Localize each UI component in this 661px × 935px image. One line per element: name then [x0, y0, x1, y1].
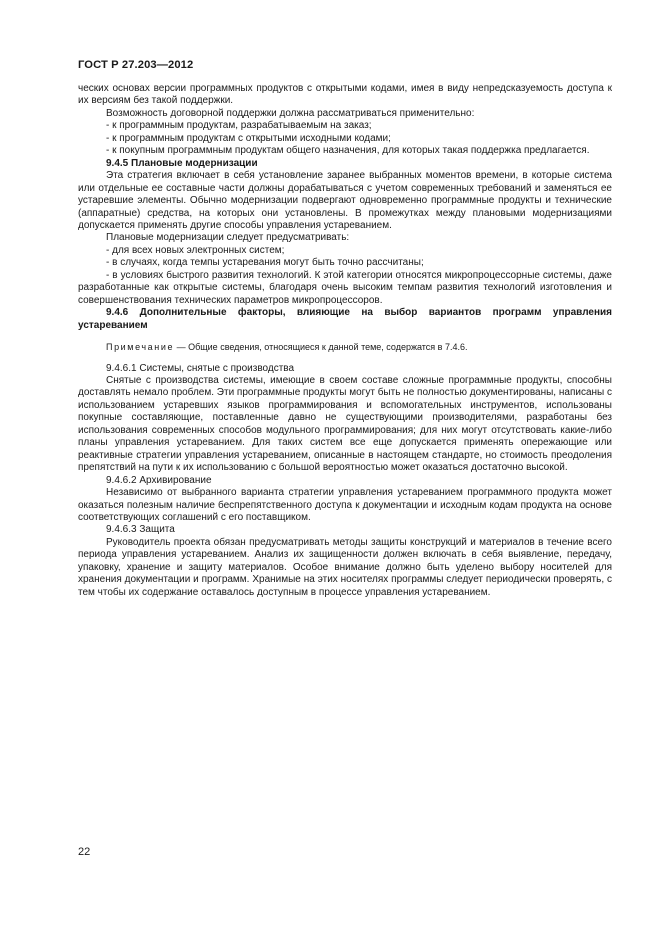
subsection-heading-9-4-6-3: 9.4.6.3 Защита: [106, 524, 175, 536]
paragraph-planned-upgrades: Эта стратегия включает в себя установление заранее выбранных моментов времени, в которые система или отдельные ее составные части должны дорабатываться с учетом современных требований и заменяться ее устаревшие элементы. Обычно модернизации подвергают одновременно программные продукты и технические (аппаратные) средства, на которых они установлены. В промежутках между плановыми модернизациями допускается применять другие способы управления устареванием.: [78, 170, 612, 231]
list-item: - к покупным программным продуктам общего назначения, для которых такая поддержка предлагается.: [106, 145, 590, 157]
list-item: - к программным продуктам с открытыми исходными кодами;: [106, 132, 391, 144]
subsection-heading-9-4-6-2: 9.4.6.2 Архивирование: [106, 474, 212, 486]
list-item: - для всех новых электронных систем;: [106, 244, 285, 256]
paragraph-continuation: ческих основах версии программных продуктов с открытыми кодами, имея в виду непредсказуемость доступа к их версиям без такой поддержки.: [78, 83, 612, 107]
page-number: 22: [78, 846, 91, 858]
paragraph-protection: Руководитель проекта обязан предусматривать методы защиты конструкций и материалов в течение всего периода управления устареванием. Анализ их защищенности должен включать в себя выявление, передачу, упаковку, хранение и защиту материалов. Особое внимание должно быть уделено выбору носителей для хранения документации и программ. Хранимые на этих носителях программы следует периодически проверять, с тем чтобы их содержание оставалось доступным в процессе управления устареванием.: [78, 536, 612, 598]
list-item: - в условиях быстрого развития технологий. К этой категории относятся микропроцессорные системы, даже разработанные как открытые системы, благодаря очень высоким темпам развития технологий изготовления и совершенствования технических параметров микропроцессоров.: [78, 269, 612, 306]
note-text: — Общие сведения, относящиеся к данной теме, содержатся в 7.4.6.: [174, 342, 468, 353]
paragraph-discontinued-systems: Снятые с производства системы, имеющие в своем составе сложные программные продукты, способны доставлять немало проблем. Эти программные продукты могут быть не полностью документированы, написаны с использованием устаревших языков программирования и вспомогательных инструментов, использованы покупные составляющие, поставленные давно не существующими производителями, разработаны без использования современных способов модульного программирования; для них могут отсутствовать какие-либо планы управления устареванием. Для таких систем все еще допускается применять опережающие или реактивные стратегии управления устареванием, описанные в настоящем стандарте, но стоимость преодоления препятствий на пути к их использованию с большой вероятностью может оказаться достаточно высокой.: [78, 374, 612, 474]
list-item: - в случаях, когда темпы устаревания могут быть точно рассчитаны;: [106, 257, 424, 269]
page-body: [78, 83, 612, 599]
section-heading-9-4-5: 9.4.5 Плановые модернизации: [106, 157, 258, 169]
list-item: - к программным продуктам, разрабатываемым на заказ;: [106, 120, 372, 132]
paragraph-planned-upgrades-intro: Плановые модернизации следует предусматривать:: [106, 232, 350, 244]
note: [78, 341, 612, 353]
paragraph-archiving: Независимо от выбранного варианта стратегии управления устареванием программного продукта может оказаться полезным наличие беспрепятственного доступа к документации и исходным кодам продукта на основе соответствующих соглашений с его поставщиком.: [78, 487, 612, 523]
section-heading-9-4-6: 9.4.6 Дополнительные факторы, влияющие на выбор вариантов программ управления устареванием: [78, 307, 612, 331]
subsection-heading-9-4-6-1: 9.4.6.1 Системы, снятые с производства: [106, 362, 295, 374]
paragraph-support-scope: Возможность договорной поддержки должна рассматриваться применительно:: [106, 107, 475, 119]
note-label: Примечание: [106, 342, 175, 353]
document-header: ГОСТ Р 27.203—2012: [78, 59, 194, 71]
